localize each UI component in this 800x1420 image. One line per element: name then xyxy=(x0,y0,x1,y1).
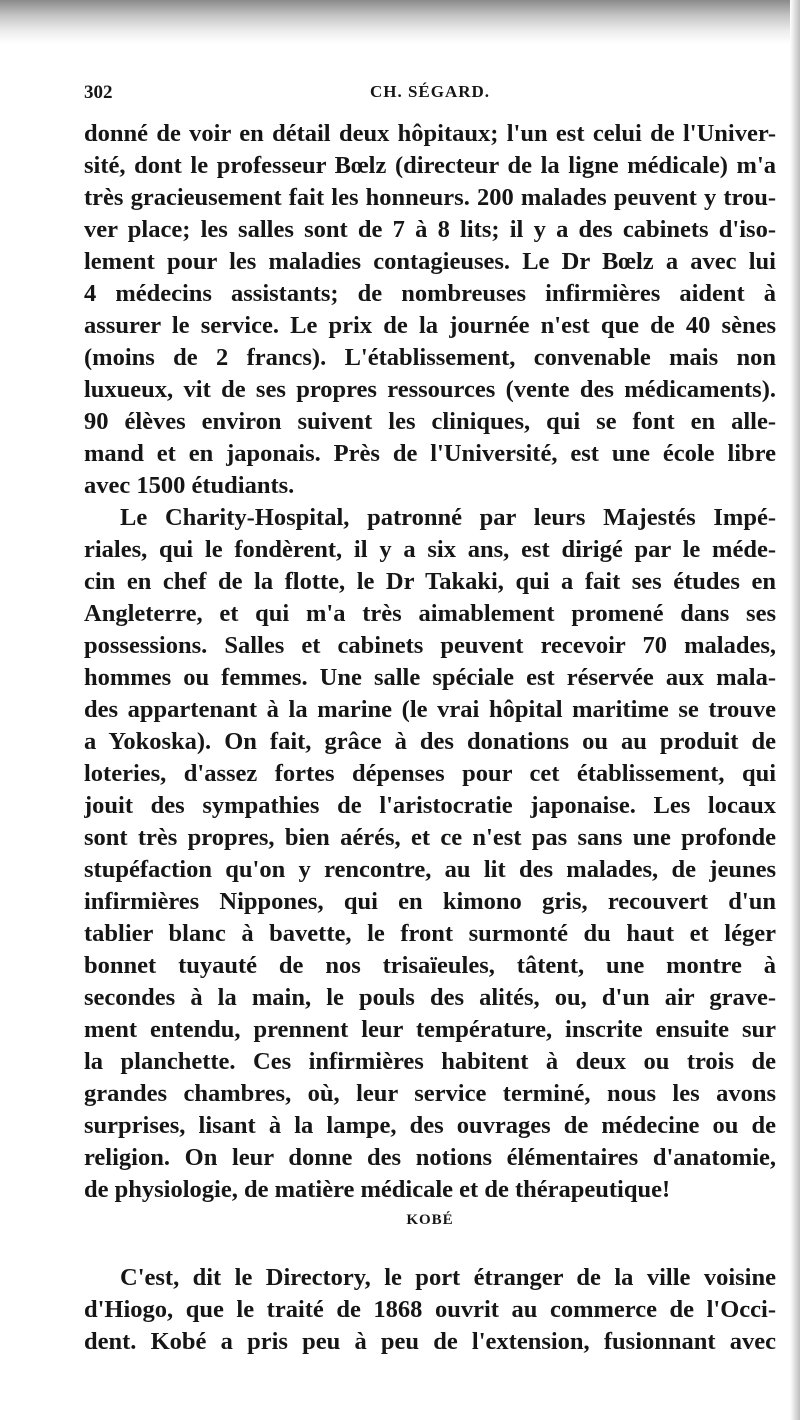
text-line: surprises, lisant à la lampe, des ouvrages de médecine ou de xyxy=(84,1112,776,1139)
text-line: secondes à la main, le pouls des alités, ou, d'un air grave- xyxy=(84,984,776,1011)
text-line: hommes ou femmes. Une salle spéciale est réservée aux mala- xyxy=(84,664,776,691)
text-line: des appartenant à la marine (le vrai hôpital maritime se trouve xyxy=(84,696,776,723)
text-line: C'est, dit le Directory, le port étranger de la ville voisine xyxy=(120,1264,776,1291)
text-line: (moins de 2 francs). L'établissement, convenable mais non xyxy=(84,344,776,371)
section-heading: KOBÉ xyxy=(406,1212,454,1228)
text-line: sité, dont le professeur Bœlz (directeur de la ligne médicale) m'a xyxy=(84,152,776,179)
text-line: très gracieusement fait les honneurs. 200 malades peuvent y trou- xyxy=(84,184,776,211)
text-line: riales, qui le fondèrent, il y a six ans, est dirigé par le méde- xyxy=(84,536,776,563)
text-line: jouit des sympathies de l'aristocratie japonaise. Les locaux xyxy=(84,792,776,819)
text-line: la planchette. Ces infirmières habitent à deux ou trois de xyxy=(84,1048,776,1075)
running-head: CH. SÉGARD. xyxy=(369,82,491,101)
text-line: Angleterre, et qui m'a très aimablement promené dans ses xyxy=(84,600,776,627)
text-line: assurer le service. Le prix de la journée n'est que de 40 sènes xyxy=(84,312,776,339)
text-line: bonnet tuyauté de nos trisaïeules, tâtent, une montre à xyxy=(84,952,776,979)
text-line: religion. On leur donne des notions élémentaires d'anatomie, xyxy=(84,1144,776,1171)
text-line: mand et en japonais. Près de l'Université, est une école libre xyxy=(84,440,776,467)
text-line: tablier blanc à bavette, le front surmonté du haut et léger xyxy=(84,920,776,947)
text-line: luxueux, vit de ses propres ressources (vente des médicaments). xyxy=(84,376,776,403)
text-line: Le Charity-Hospital, patronné par leurs Majestés Impé- xyxy=(120,504,776,531)
text-line: dent. Kobé a pris peu à peu de l'extension, fusionnant avec xyxy=(84,1328,776,1355)
text-line: lement pour les maladies contagieuses. Le Dr Bœlz a avec lui xyxy=(84,248,776,275)
page-number: 302 xyxy=(84,82,113,103)
text-line: possessions. Salles et cabinets peuvent recevoir 70 malades, xyxy=(84,632,776,659)
text-line: a Yokoska). On fait, grâce à des donations ou au produit de xyxy=(84,728,776,755)
text-line: d'Hiogo, que le traité de 1868 ouvrit au commerce de l'Occi- xyxy=(84,1296,776,1323)
scan-top-shadow xyxy=(0,0,800,44)
text-line: infirmières Nippones, qui en kimono gris, recouvert d'un xyxy=(84,888,776,915)
text-line: cin en chef de la flotte, le Dr Takaki, qui a fait ses études en xyxy=(84,568,776,595)
text-line: avec 1500 étudiants. xyxy=(84,472,295,499)
text-line: ver place; les salles sont de 7 à 8 lits; il y a des cabinets d'iso- xyxy=(84,216,776,243)
text-line: 4 médecins assistants; de nombreuses infirmières aident à xyxy=(84,280,776,307)
text-line: de physiologie, de matière médicale et de thérapeutique! xyxy=(84,1176,671,1203)
page-header xyxy=(84,82,776,110)
text-line: 90 élèves environ suivent les cliniques, qui se font en alle- xyxy=(84,408,776,435)
text-line: ment entendu, prennent leur température, inscrite ensuite sur xyxy=(84,1016,776,1043)
text-line: stupéfaction qu'on y rencontre, au lit des malades, de jeunes xyxy=(84,856,776,883)
text-line: sont très propres, bien aérés, et ce n'est pas sans une profonde xyxy=(84,824,776,851)
text-line: loteries, d'assez fortes dépenses pour cet établissement, qui xyxy=(84,760,776,787)
text-line: donné de voir en détail deux hôpitaux; l'un est celui de l'Univer- xyxy=(84,120,776,147)
text-line: grandes chambres, où, leur service terminé, nous les avons xyxy=(84,1080,776,1107)
scan-right-edge xyxy=(790,0,800,1420)
